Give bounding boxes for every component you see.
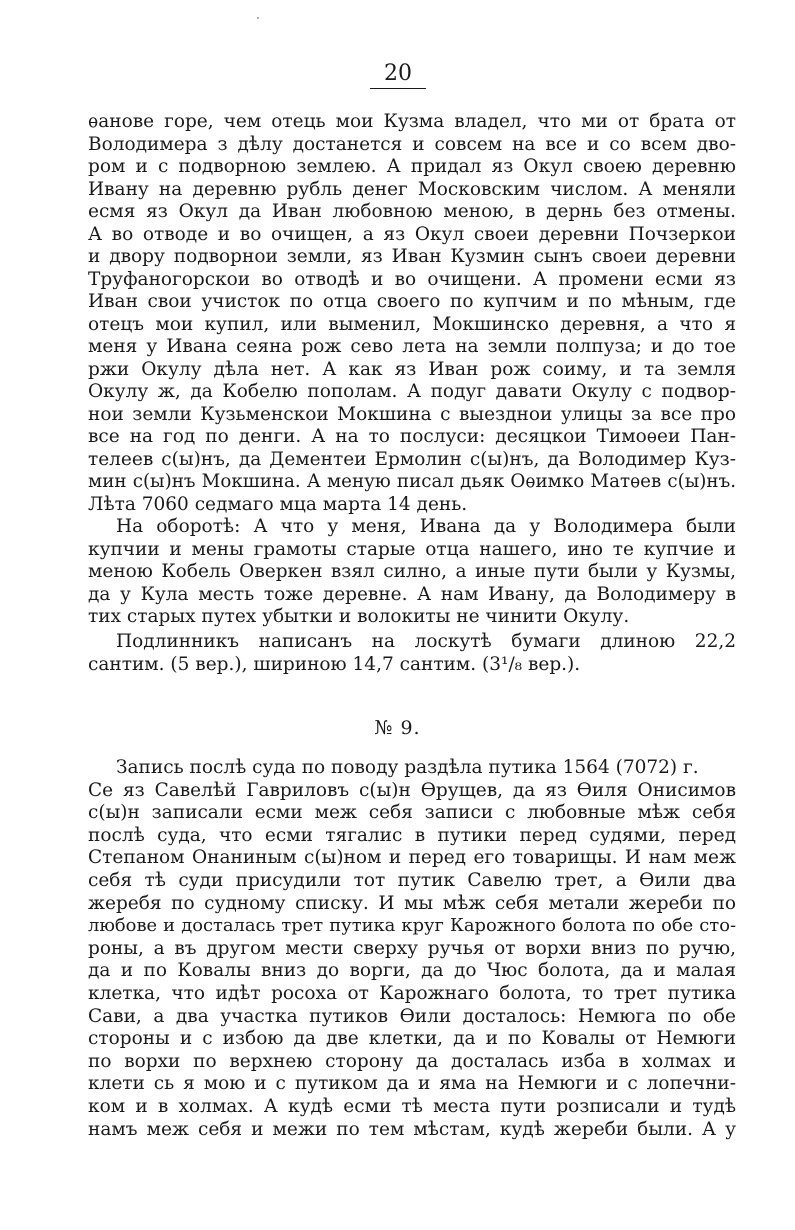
- document-9-text: [88, 757, 736, 1141]
- scan-speck: [257, 17, 259, 19]
- text-line: Степаном Онаниным с(ы)ном и перед его товарищы. И нам меж: [88, 847, 736, 869]
- text-line: Сави, а два участка путиков Ѳили досталось: Немюга по обе: [88, 1005, 736, 1027]
- text-line: Ивану на деревню рубль денег Московским числом. А меняли: [88, 178, 736, 200]
- text-line: любове и досталась трет путика круг Карожного болота по обе сто-: [88, 915, 736, 937]
- text-line: Окулу ж, да Кобелю пополам. А подуг давати Окулу с подвор-: [88, 381, 736, 402]
- text-line: нои земли Кузьменскои Мокшина с выезднои улицы за все про: [88, 403, 736, 425]
- text-line: Иван свои учисток по отца своего по купчим и по мѣным, где: [88, 291, 736, 312]
- page-number: 20: [370, 60, 426, 89]
- text-line: тих старых путех убытки и волокиты не чинити Окулу.: [88, 606, 630, 627]
- text-line: мин с(ы)нъ Мокшина. А меную писал дьяк Оѳимко Матѳев с(ы)нъ.: [88, 471, 736, 492]
- text-line: ром и с подворною землею. А придал яз Окул своею деревню: [88, 156, 736, 177]
- text-line: да и по Ковалы вниз до ворги, да до Чюс болота, да и малая: [88, 960, 736, 982]
- text-line: телеев с(ы)нъ, да Дементеи Ермолин с(ы)нъ, да Володимер Куз-: [88, 448, 736, 470]
- text-line: да у Кула месть тоже деревне. А нам Ивану, да Володимеру в: [88, 583, 736, 605]
- text-line: Запись послѣ суда по поводу раздѣла путика 1564 (7072) г.: [116, 757, 699, 778]
- text-line: есмя яз Окул да Иван любовною меною, в дернь без отмены.: [88, 201, 736, 222]
- text-line: роны, а въ другом мести сверху ручья от ворхи вниз по ручю,: [88, 937, 736, 959]
- text-line: клетка, что идѣт росоха от Карожнаго болота, то трет путика: [88, 982, 736, 1004]
- text-line: На оборотѣ: А что у меня, Ивана да у Володимера были: [116, 516, 736, 537]
- text-line: стороны и с избою да две клетки, да и по Ковалы от Немюги: [88, 1028, 736, 1050]
- original-description-note: [88, 631, 736, 676]
- text-line: меня у Ивана сеяна рож сево лета на земли полпуза; и до тое: [88, 336, 736, 357]
- text-line: жеребя по судному списку. И мы мѣж себя метали жереби по: [88, 892, 736, 914]
- text-line: Труфаногорскои во отводѣ и во очищени. А промени есми яз: [88, 268, 736, 290]
- text-line: ржи Окулу дѣла нет. А как яз Иван рож соиму, и та земля: [88, 358, 736, 380]
- text-line: с(ы)н записали есми меж себя записи с любовные мѣж себя: [88, 802, 736, 824]
- text-line: отецъ мои купил, или выменил, Мокшинско деревня, а что я: [88, 313, 736, 335]
- text-line: и двору подворнои земли, яз Иван Кузмин сынъ своеи деревни: [88, 246, 736, 267]
- document-8-text: [88, 111, 736, 629]
- text-line: сантим. (5 вер.), шириною 14,7 сантим. (3¹/₈ вер.).: [88, 653, 581, 675]
- document-9-heading: № 9.: [374, 717, 421, 739]
- text-line: послѣ суда, что есми тягалис в путики перед судями, перед: [88, 824, 736, 846]
- text-line: намъ меж себя и межи по тем мѣстам, кудѣ жереби были. А у: [88, 1118, 736, 1140]
- text-line: клети сь я мою и с путиком да и яма на Немюги и с лопечни-: [88, 1073, 736, 1095]
- text-line: все на год по денги. А на то послуси: десяцкои Тимоѳеи Пан-: [88, 426, 736, 447]
- text-line: купчии и мены грамоты старые отца нашего, ино те купчие и: [88, 538, 736, 560]
- text-line: Лѣта 7060 седмаго мца марта 14 день.: [88, 493, 468, 515]
- text-line: Володимера з дѣлу достанется и совсем на все и со всем дво-: [88, 133, 736, 155]
- text-line: меною Кобель Оверкен взял силно, а иные пути были у Кузмы,: [88, 561, 736, 582]
- text-line: себя тѣ суди присудили тот путик Савелю трет, а Ѳили два: [88, 869, 736, 891]
- text-line: по ворхи по верхнею сторону да досталась изба в холмах и: [88, 1050, 736, 1072]
- text-line: ѳанове горе, чем отець мои Кузма владел, что ми от брата от: [88, 111, 736, 132]
- text-line: Подлинникъ написанъ на лоскутѣ бумаги длиною 22,2: [116, 631, 736, 652]
- text-line: ком и в холмах. А кудѣ есми тѣ места пути розписали и тудѣ: [88, 1095, 736, 1117]
- text-line: Се яз Савелѣй Гавриловъ с(ы)н Ѳрущев, да яз Ѳиля Онисимов: [88, 779, 736, 801]
- text-line: А во отводе и во очищен, а яз Окул своеи деревни Почзеркои: [88, 223, 736, 245]
